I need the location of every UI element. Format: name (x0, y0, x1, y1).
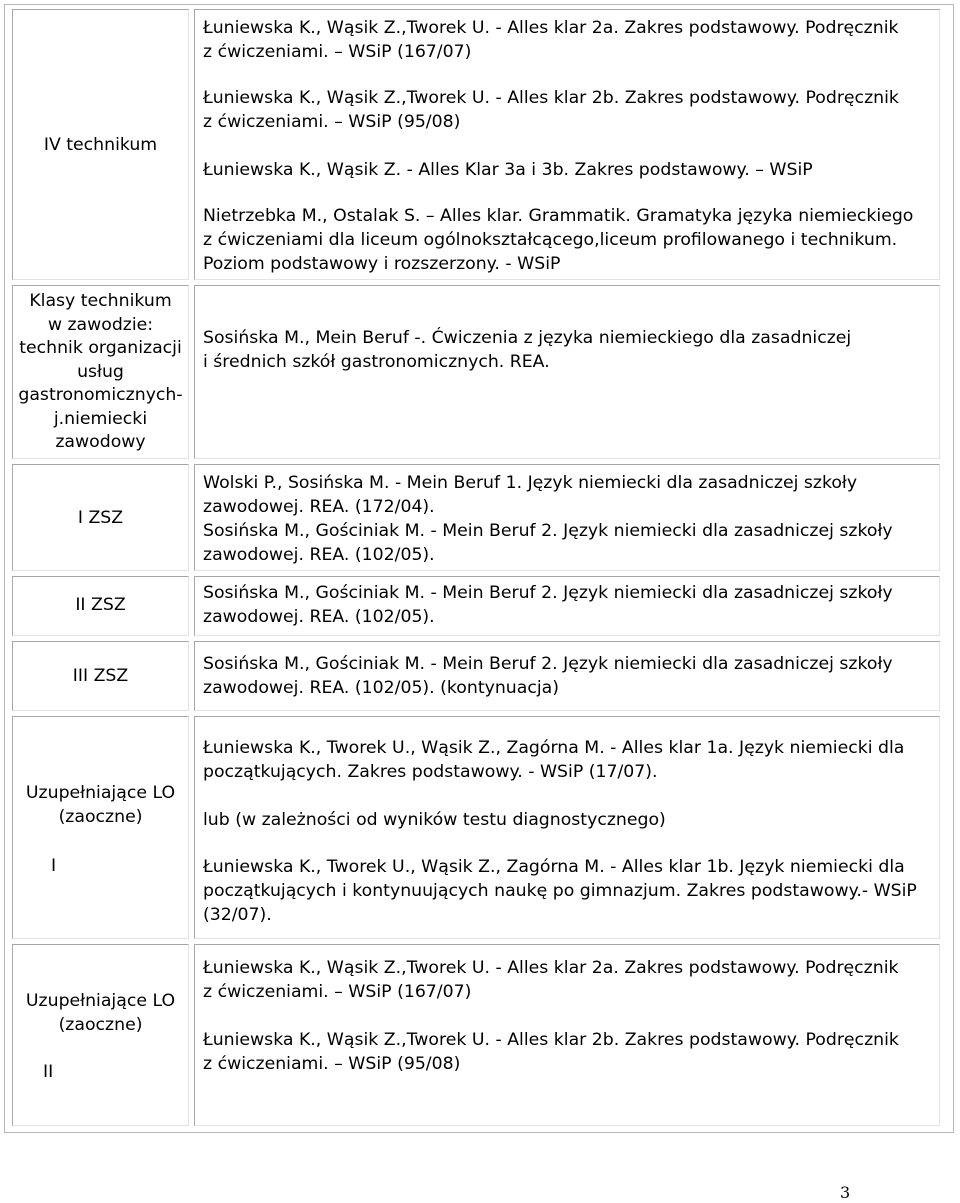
class-label (13, 290, 188, 455)
books-cell-iv-technikum (194, 9, 940, 280)
book-line: Sosińska M., Mein Beruf -. Ćwiczenia z języka niemieckiego dla zasadniczej (203, 328, 852, 348)
class-label-line: j.niemiecki (53, 408, 148, 429)
class-label-line: I ZSZ (77, 508, 124, 528)
book-entry (203, 652, 893, 700)
class-label (13, 990, 188, 1037)
class-label-line: gastronomicznych- (18, 385, 183, 405)
class-label-line: technik organizacji (19, 338, 182, 358)
book-entry (203, 204, 913, 276)
class-cell-ii-zsz (12, 576, 189, 636)
book-line: Poziom podstawowy i rozszerzony. - WSiP (203, 254, 561, 274)
book-line: Łuniewska K., Wąsik Z. - Alles Klar 3a i 3b. Zakres podstawowy. – WSiP (203, 160, 813, 180)
book-line: (32/07). (203, 905, 272, 925)
class-cell-iv-technikum (12, 9, 189, 280)
book-line: Łuniewska K., Wąsik Z.,Tworek U. - Alles klar 2b. Zakres podstawowy. Podręcznik (203, 88, 899, 108)
book-entry (203, 736, 904, 784)
book-line: Łuniewska K., Tworek U., Wąsik Z., Zagórna M. - Alles klar 1a. Język niemiecki dla (203, 738, 905, 758)
book-line: zawodowej. REA. (102/05). (203, 607, 435, 627)
class-label-line: usług (77, 361, 124, 382)
book-line: Nietrzebka M., Ostalak S. – Alles klar. Grammatik. Gramatyka języka niemieckiego (203, 206, 914, 226)
class-cell-technikum-gastronomiczne (12, 285, 189, 459)
book-line: z ćwiczeniami. – WSiP (95/08) (203, 1054, 461, 1074)
class-label-line: III ZSZ (72, 666, 129, 686)
class-cell-uzupelniajace-lo-ii (12, 944, 189, 1126)
class-label-line: Uzupełniające LO (25, 783, 176, 803)
class-label-line: II ZSZ (75, 595, 126, 615)
book-entry (203, 16, 899, 64)
book-line: początkujących. Zakres podstawowy. - WSiP (17/07). (203, 762, 658, 782)
book-line: z ćwiczeniami. – WSiP (167/07) (203, 42, 472, 62)
book-line: początkujących i kontynuujących naukę po gimnazjum. Zakres podstawowy.- WSiP (203, 881, 917, 901)
book-entry (203, 855, 917, 927)
page-number: 3 (840, 1183, 851, 1202)
class-label-line: zawodowy (55, 432, 146, 452)
books-cell-technikum-gastronomiczne (194, 285, 940, 459)
book-line: Wolski P., Sosińska M. - Mein Beruf 1. Język niemiecki dla zasadniczej szkoły (203, 473, 858, 493)
book-entry (203, 581, 893, 629)
book-line: Sosińska M., Gościniak M. - Mein Beruf 2. Język niemiecki dla zasadniczej szkoły (203, 583, 893, 603)
class-cell-uzupelniajace-lo-i (12, 716, 189, 939)
book-line: zawodowej. REA. (102/05). (203, 545, 435, 565)
class-cell-i-zsz (12, 464, 189, 571)
book-line: Łuniewska K., Wąsik Z.,Tworek U. - Alles klar 2a. Zakres podstawowy. Podręcznik (203, 958, 899, 978)
books-cell-uzupelniajace-lo-ii (194, 944, 940, 1126)
class-label-line: w zawodzie: (47, 314, 154, 335)
class-label (13, 782, 188, 829)
class-label-line: Klasy technikum (29, 291, 172, 311)
book-line: z ćwiczeniami. – WSiP (167/07) (203, 982, 472, 1002)
book-entry (203, 86, 899, 134)
book-entry (203, 1028, 899, 1076)
class-label-line: IV technikum (43, 135, 158, 155)
class-label-line: II (43, 1062, 54, 1082)
book-line: zawodowej. REA. (172/04). (203, 497, 435, 517)
book-entry (203, 956, 899, 1004)
class-label-line: I (51, 856, 57, 876)
class-cell-iii-zsz (12, 641, 189, 711)
book-line: z ćwiczeniami dla liceum ogólnokształcącego,liceum profilowanego i technikum. (203, 230, 898, 250)
book-line: Sosińska M., Gościniak M. - Mein Beruf 2. Język niemiecki dla zasadniczej szkoły (203, 521, 893, 541)
book-line: z ćwiczeniami. – WSiP (95/08) (203, 112, 461, 132)
class-label-line: (zaoczne) (58, 806, 143, 827)
book-line: Łuniewska K., Wąsik Z.,Tworek U. - Alles klar 2a. Zakres podstawowy. Podręcznik (203, 18, 899, 38)
books-cell-iii-zsz (194, 641, 940, 711)
book-line: zawodowej. REA. (102/05). (kontynuacja) (203, 678, 559, 698)
books-cell-uzupelniajace-lo-i (194, 716, 940, 939)
book-line: Sosińska M., Gościniak M. - Mein Beruf 2. Język niemiecki dla zasadniczej szkoły (203, 654, 893, 674)
book-entry (203, 326, 851, 374)
books-cell-i-zsz (194, 464, 940, 571)
class-label-line: (zaoczne) (58, 1014, 143, 1035)
book-line: Łuniewska K., Wąsik Z.,Tworek U. - Alles klar 2b. Zakres podstawowy. Podręcznik (203, 1030, 899, 1050)
class-label-line: Uzupełniające LO (25, 991, 176, 1011)
book-entry (203, 471, 893, 567)
book-line: Łuniewska K., Tworek U., Wąsik Z., Zagórna M. - Alles klar 1b. Język niemiecki dla (203, 857, 905, 877)
book-entry (203, 158, 813, 182)
book-line: i średnich szkół gastronomicznych. REA. (203, 352, 550, 372)
book-entry (203, 808, 666, 832)
book-line: lub (w zależności od wyników testu diagnostycznego) (203, 810, 666, 830)
books-cell-ii-zsz (194, 576, 940, 636)
